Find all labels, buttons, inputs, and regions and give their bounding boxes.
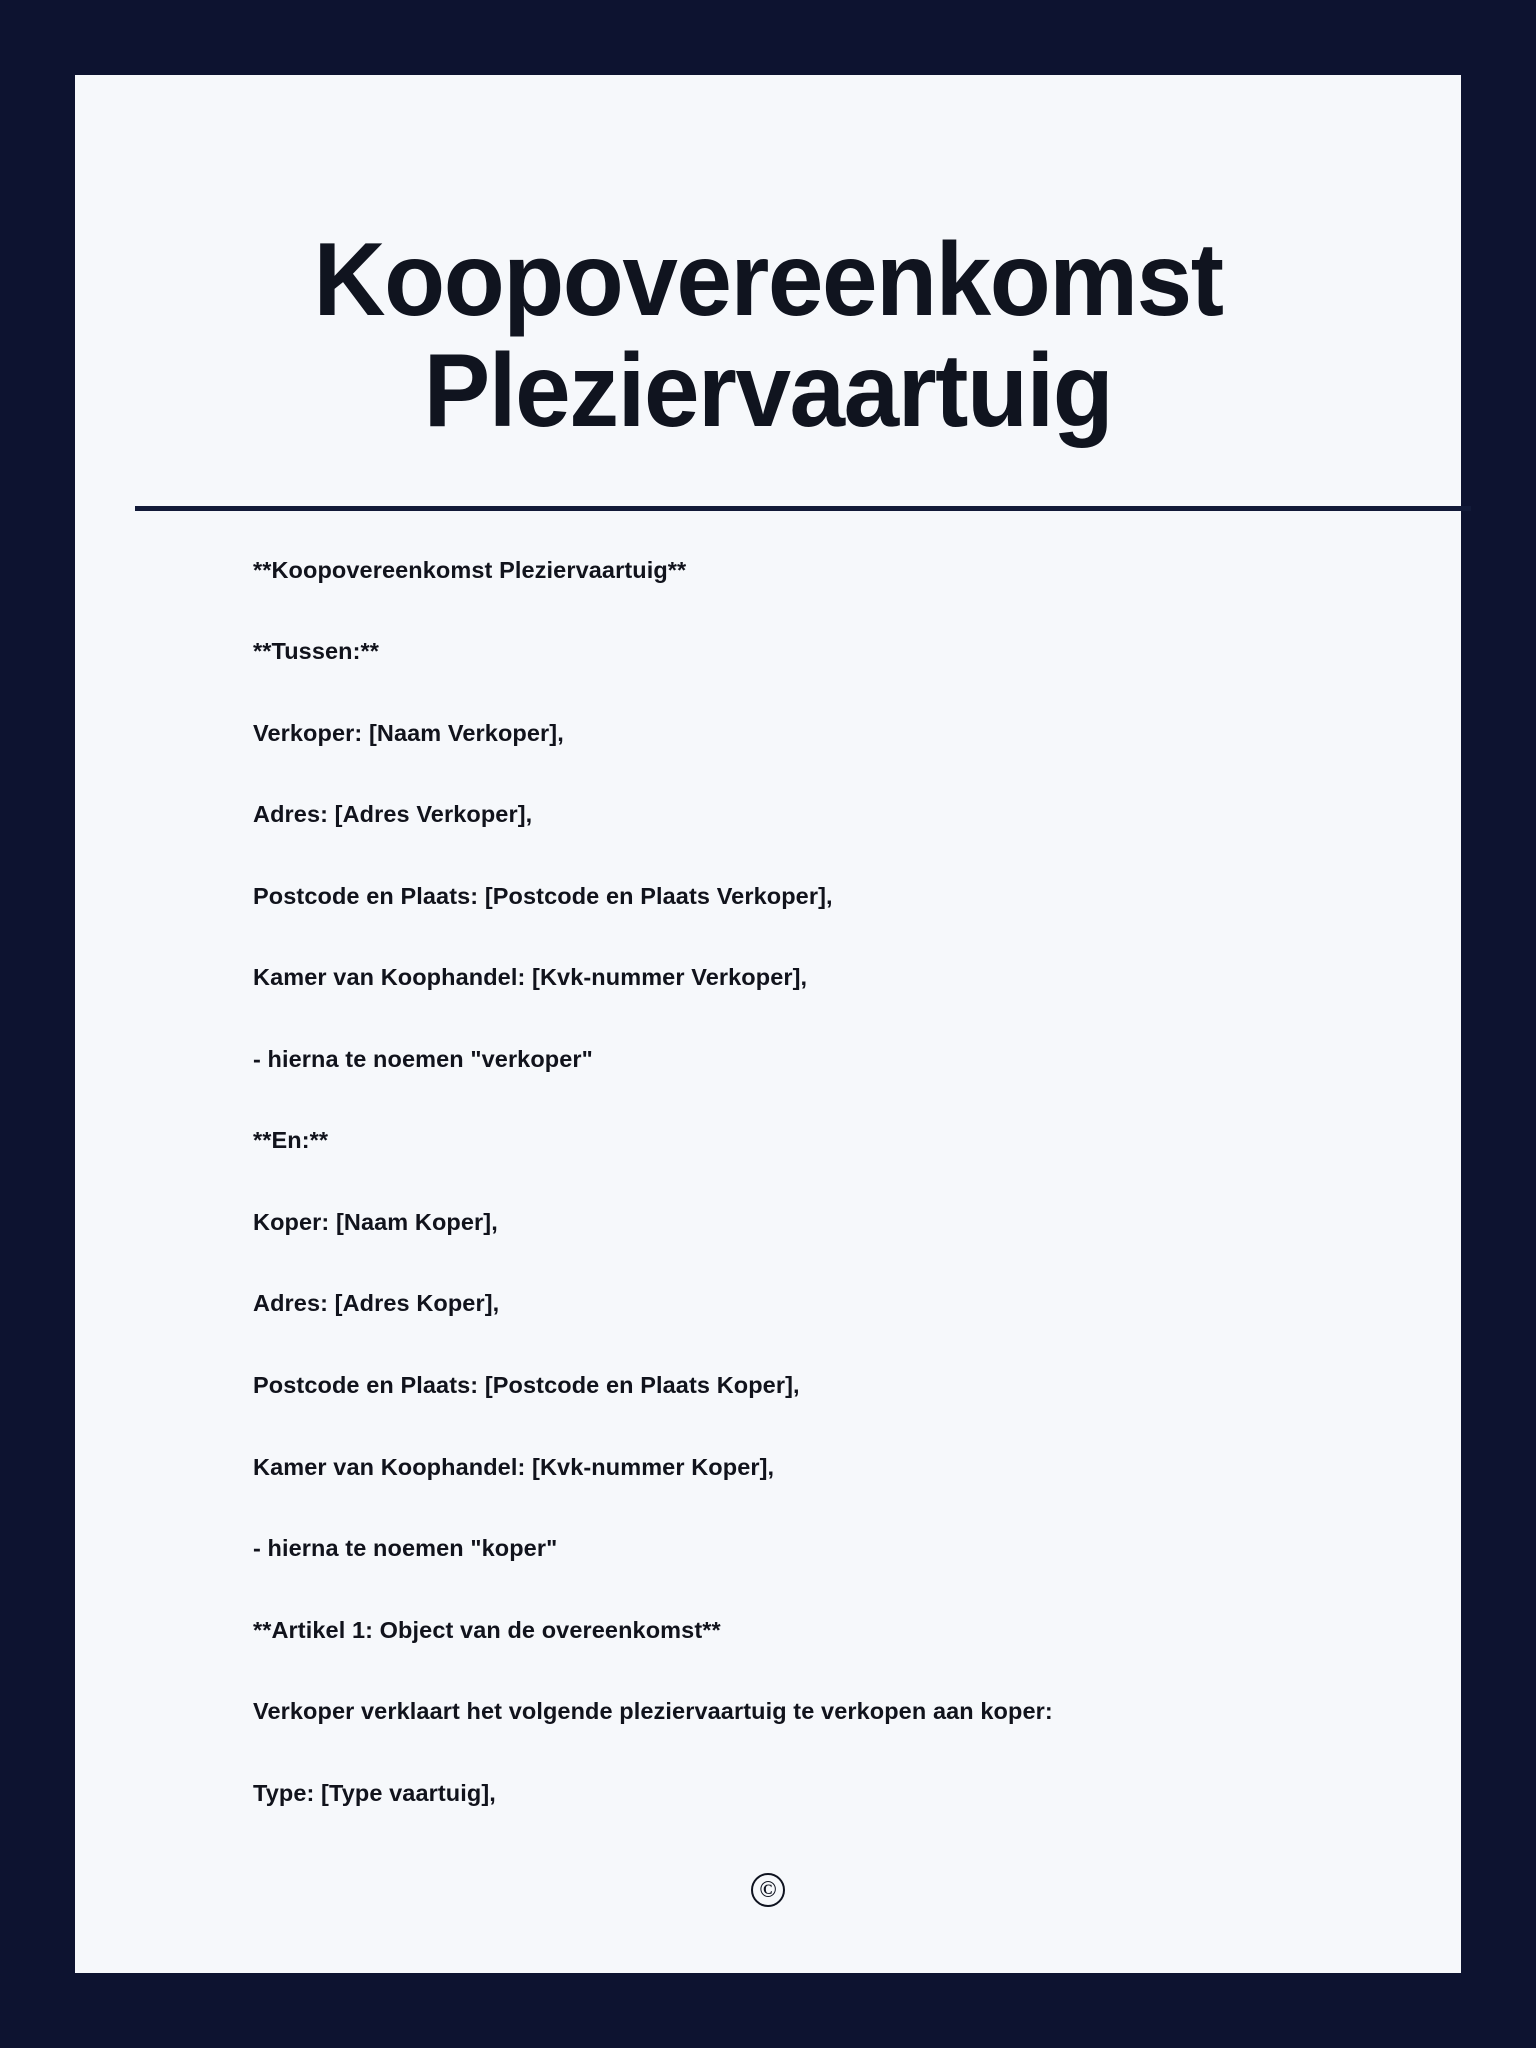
document-page [75,75,1461,1973]
paragraph-doc-heading: **Koopovereenkomst Pleziervaartuig** [253,556,687,583]
paragraph-tussen-heading: **Tussen:** [253,638,380,665]
document-header [75,75,1461,511]
paragraph-verkoper-postcode: Postcode en Plaats: [Postcode en Plaats Verkoper], [253,882,833,909]
document-content [75,555,1461,1809]
paragraph-koper-noemen: - hierna te noemen "koper" [253,1535,558,1562]
paragraph-verkoper-adres: Adres: [Adres Verkoper], [253,801,533,828]
paragraph-type-vaartuig: Type: [Type vaartuig], [253,1779,496,1806]
paragraph-artikel-1-heading: **Artikel 1: Object van de overeenkomst** [253,1616,721,1643]
paragraph-en-heading: **En:** [253,1127,329,1154]
document-body [75,511,1461,1860]
paragraph-koper-naam: Koper: [Naam Koper], [253,1208,498,1235]
document-footer [75,1859,1461,1973]
paragraph-koper-adres: Adres: [Adres Koper], [253,1290,500,1317]
copyright-icon: © [751,1873,785,1907]
page-title: Koopovereenkomst Pleziervaartuig [313,222,1223,450]
paragraph-verkoper-naam: Verkoper: [Naam Verkoper], [253,719,564,746]
paragraph-verkoper-kvk: Kamer van Koophandel: [Kvk-nummer Verkoper], [253,964,808,991]
paragraph-koper-postcode: Postcode en Plaats: [Postcode en Plaats Koper], [253,1372,800,1398]
paragraph-artikel-1-intro: Verkoper verklaart het volgende pleziervaartuig te verkopen aan koper: [253,1698,1053,1725]
paragraph-koper-kvk: Kamer van Koophandel: [Kvk-nummer Koper], [253,1453,775,1480]
paragraph-verkoper-noemen: - hierna te noemen "verkoper" [253,1045,593,1072]
